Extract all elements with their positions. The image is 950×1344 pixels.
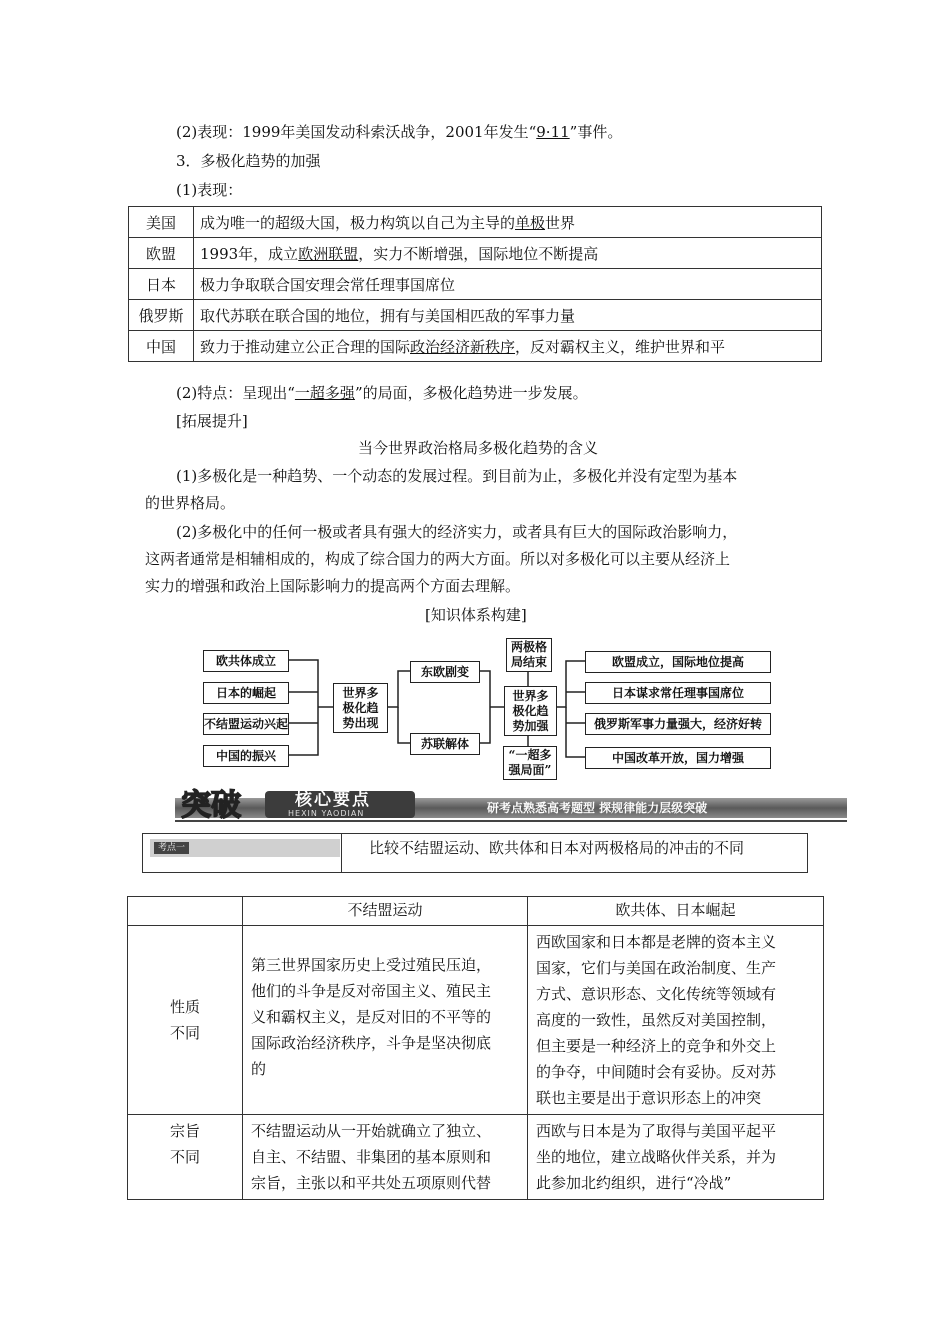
performance-line: (2)表现：1999年美国发动科索沃战争，2001年发生“9·11”事件。 — [176, 123, 623, 141]
keypoint-tag-bar — [150, 839, 340, 857]
banner-slogan: 研考点熟悉高考题型 探规律能力层级突破 — [487, 801, 708, 815]
mid-bottom-box: 苏联解体 — [410, 733, 480, 755]
left-box-4: 中国的振兴 — [203, 745, 289, 767]
compare-row-nature-ec: 西欧国家和日本都是老牌的资本主义 国家，它们与美国在政治制度、生产 方式、意识形态、文化传统等领域有 高度的一致性，虽然反对美国控制， 但主要是一种经济上的竞争和外交上 的争夺，中间随时会有妥协。反对苏 联也主要是出于意识形态上的冲突 — [528, 926, 824, 1115]
keypoint-divider — [341, 834, 342, 872]
compare-row-nature-key: 性质 不同 — [128, 926, 243, 1115]
compare-row-purpose — [128, 1115, 824, 1200]
compare-header-ec-japan: 欧共体、日本崛起 — [528, 897, 824, 926]
right-box-2: 日本谋求常任理事国席位 — [585, 682, 771, 704]
powers-description: 成为唯一的超级大国，极力构筑以自己为主导的单极世界 — [194, 207, 822, 238]
banner-underline — [175, 820, 847, 822]
expand-p2-l3: 实力的增强和政治上国际影响力的提高两个方面去理解。 — [145, 577, 521, 595]
center1-box: 世界多 极化趋 势出现 — [333, 683, 388, 733]
feature-line: (2)特点：呈现出“一超多强”的局面，多极化趋势进一步发展。 — [176, 384, 588, 402]
keypoint-tag: 考点一 — [154, 842, 189, 854]
core-points-banner — [175, 789, 847, 825]
mid-top-box: 东欧剧变 — [410, 661, 480, 683]
compare-table — [127, 896, 824, 1200]
sub-heading-1: (1)表现： — [176, 181, 243, 199]
center2-box: 世界多 极化趋 势加强 — [504, 686, 557, 736]
banner-big-text: 突破 — [181, 788, 241, 823]
banner-title: 核心要点 — [295, 790, 371, 810]
compare-header-empty — [128, 897, 243, 926]
powers-description: 极力争取联合国安理会常任理事国席位 — [194, 269, 822, 300]
powers-description: 1993年，成立欧洲联盟，实力不断增强，国际地位不断提高 — [194, 238, 822, 269]
powers-country: 中国 — [129, 331, 194, 362]
left-box-2: 日本的崛起 — [203, 682, 289, 704]
expand-p1-l1: (1)多极化是一种趋势、一个动态的发展过程。到目前为止，多极化并没有定型为基本 — [176, 467, 738, 485]
left-box-1: 欧共体成立 — [203, 650, 289, 672]
expand-p2-l2: 这两者通常是相辅相成的，构成了综合国力的两大方面。所以对多极化可以主要从经济上 — [145, 550, 731, 568]
keypoint-box — [142, 833, 808, 873]
powers-country: 俄罗斯 — [129, 300, 194, 331]
powers-country: 日本 — [129, 269, 194, 300]
banner-pinyin: HEXIN YAODIAN — [288, 809, 365, 818]
compare-header-row — [128, 897, 824, 926]
compare-header-nam: 不结盟运动 — [243, 897, 528, 926]
compare-row-nature — [128, 926, 824, 1115]
top-box: 两极格 局结束 — [506, 638, 552, 672]
expand-p1-l2: 的世界格局。 — [145, 494, 236, 512]
powers-description: 取代苏联在联合国的地位，拥有与美国相匹敌的军事力量 — [194, 300, 822, 331]
compare-row-purpose-nam: 不结盟运动从一开始就确立了独立、 自主、不结盟、非集团的基本原则和 宗旨，主张以和平共处五项原则代替 — [243, 1115, 528, 1200]
expand-p2-l1: (2)多极化中的任何一极或者具有强大的经济实力，或者具有巨大的国际政治影响力， — [176, 523, 738, 541]
keypoint-text: 比较不结盟运动、欧共体和日本对两极格局的冲击的不同 — [369, 839, 745, 857]
powers-country: 欧盟 — [129, 238, 194, 269]
compare-row-purpose-key: 宗旨 不同 — [128, 1115, 243, 1200]
right-box-1: 欧盟成立，国际地位提高 — [585, 651, 771, 673]
compare-row-purpose-ec: 西欧与日本是为了取得与美国平起平 坐的地位，建立战略伙伴关系，并为 此参加北约组织，进行“冷战” — [528, 1115, 824, 1200]
expand-title: 当今世界政治格局多极化趋势的含义 — [358, 439, 599, 457]
right-box-4: 中国改革开放，国力增强 — [585, 747, 771, 769]
compare-row-nature-nam: 第三世界国家历史上受过殖民压迫， 他们的斗争是反对帝国主义、殖民主 义和霸权主义，是反对旧的不平等的 国际政治经济秩序，斗争是坚决彻底 的 — [243, 926, 528, 1115]
heading-3: 3．多极化趋势的加强 — [176, 152, 321, 170]
right-box-3: 俄罗斯军事力量强大，经济好转 — [585, 713, 771, 735]
bottom-box: “一超多 强局面” — [503, 746, 557, 780]
expand-tag: [拓展提升] — [176, 412, 248, 430]
left-box-3: 不结盟运动兴起 — [203, 713, 289, 735]
powers-description: 致力于推动建立公正合理的国际政治经济新秩序，反对霸权主义，维护世界和平 — [194, 331, 822, 362]
diagram-title: [知识体系构建] — [425, 606, 527, 624]
powers-country: 美国 — [129, 207, 194, 238]
